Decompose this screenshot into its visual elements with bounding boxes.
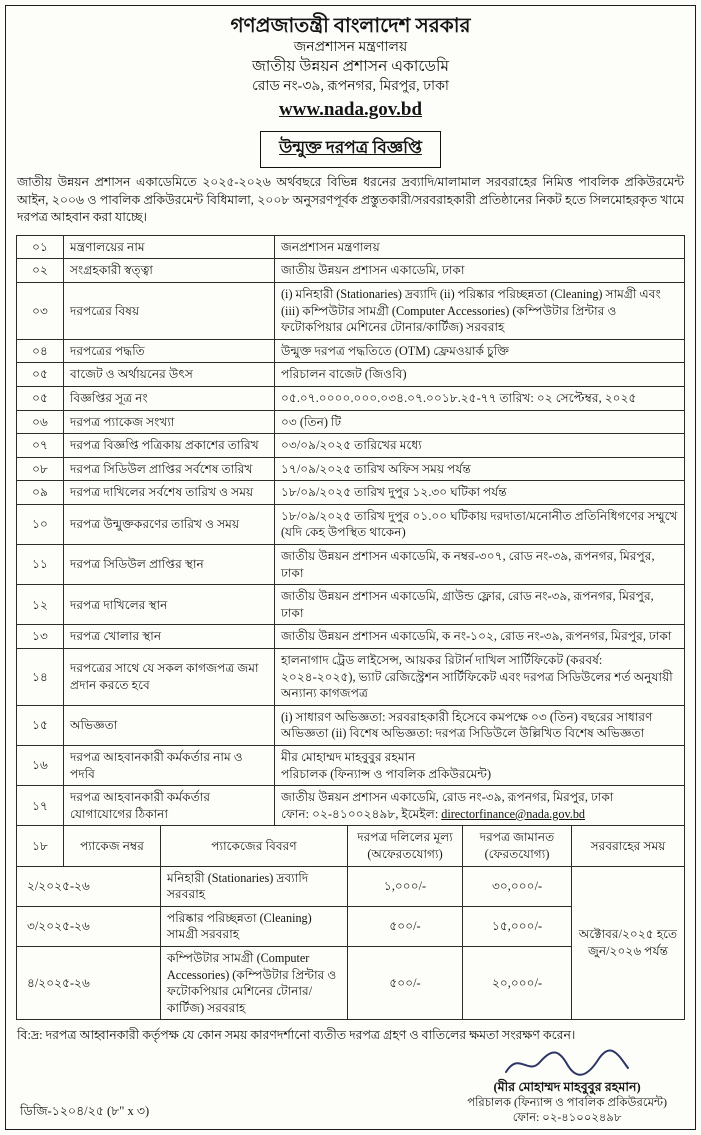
contact-phone-email xyxy=(281,806,678,823)
serial-cell: ১০ xyxy=(17,504,64,544)
label-cell: দরপত্র খোলার স্থান xyxy=(64,625,275,649)
serial-cell: ১১ xyxy=(17,545,64,585)
serial-cell: ০৮ xyxy=(17,457,64,481)
tender-notice-page xyxy=(5,5,696,1130)
organization-address: রোড নং-৩৯, রূপনগর, মিরপুর, ঢাকা xyxy=(252,79,449,95)
organization-name: জাতীয় উন্নয়ন প্রশাসন একাডেমি xyxy=(251,58,450,76)
package-header-row xyxy=(17,826,685,866)
signature-block xyxy=(467,1047,667,1125)
footer-row xyxy=(16,1047,685,1125)
table-row xyxy=(17,481,685,505)
package-number-cell: ২/২০২৫-২৬ xyxy=(17,866,161,906)
document-price-header: দরপত্র দলিলের মূল্য (অফেরতযোগ্য) xyxy=(348,826,463,866)
document-price-cell: ৫০০/- xyxy=(348,946,463,1019)
table-row xyxy=(17,235,685,259)
value-cell: জনপ্রশাসন মন্ত্রণালয় xyxy=(275,235,685,259)
label-cell: দরপত্র দাখিলের সর্বশেষ তারিখ ও সময় xyxy=(64,481,275,505)
table-row xyxy=(17,410,685,434)
label-cell: মন্ত্রণালয়ের নাম xyxy=(64,235,275,259)
table-row xyxy=(17,649,685,706)
serial-cell: ০৭ xyxy=(17,434,64,458)
package-number-header: প্যাকেজ নম্বর xyxy=(64,826,161,866)
label-cell: দরপত্র প্যাকেজ সংখ্যা xyxy=(64,410,275,434)
label-cell: অভিজ্ঞতা xyxy=(64,705,275,745)
value-cell: ০৩ (তিন) টি xyxy=(275,410,685,434)
tender-security-header: দরপত্র জামানত (ফেরতযোগ্য) xyxy=(463,826,572,866)
label-cell: বিজ্ঞপ্তির সূত্র নং xyxy=(64,386,275,410)
label-cell: দরপত্র উন্মুক্তকরণের তারিখ ও সময় xyxy=(64,504,275,544)
table-row xyxy=(17,363,685,387)
value-cell: (i) সাধারণ অভিজ্ঞতা: সরবরাহকারী হিসেবে কমপক্ষে ০৩ (তিন) বছরের সাধারণ অভিজ্ঞতা (ii) বিশেষ অভিজ্ঞতা: দরপত্র সিডিউলে উল্লিখিত বিশেষ অভিজ্ঞতা xyxy=(275,705,685,745)
officer-name: মীর মোহাম্মদ মাহবুবুর রহমান xyxy=(281,750,416,765)
label-cell: বাজেট ও অর্থায়নের উৎস xyxy=(64,363,275,387)
serial-cell: ০৬ xyxy=(17,410,64,434)
serial-cell: ১৫ xyxy=(17,705,64,745)
letterhead xyxy=(16,14,685,123)
supply-time-cell: অক্টোবর/২০২৫ হতে জুন/২০২৬ পর্যন্ত xyxy=(572,866,685,1020)
serial-cell: ১৩ xyxy=(17,625,64,649)
table-row xyxy=(17,746,685,786)
label-cell: দরপত্রের সাথে যে সকল কাগজপত্র জমা প্রদান করতে হবে xyxy=(64,649,275,706)
value-cell xyxy=(275,746,685,786)
serial-cell: ০৯ xyxy=(17,481,64,505)
label-cell: দরপত্র দাখিলের স্থান xyxy=(64,585,275,625)
officer-designation: পরিচালক (ফিন্যান্স ও পাবলিক প্রকিউরমেন্ট) xyxy=(281,766,492,781)
signatory-phone: ফোন: ০২-৪১০০২৪৯৮ xyxy=(512,1111,622,1125)
document-price-cell: ১,০০০/- xyxy=(348,866,463,906)
value-cell: উন্মুক্ত দরপত্র পদ্ধতিতে (OTM) ফ্রেমওয়ার্ক চুক্তি xyxy=(275,339,685,363)
tender-security-cell: ৩০,০০০/- xyxy=(463,866,572,906)
signatory-name: (মীর মোহাম্মদ মাহবুবুর রহমান) xyxy=(493,1079,641,1094)
serial-cell: ০৩ xyxy=(17,282,64,339)
label-cell: দরপত্র আহবানকারী কর্মকর্তার নাম ও পদবি xyxy=(64,746,275,786)
package-table xyxy=(16,825,685,1020)
serial-cell: ১৮ xyxy=(17,826,64,866)
package-number-cell: ৩/২০২৫-২৬ xyxy=(17,906,161,946)
value-cell: জাতীয় উন্নয়ন প্রশাসন একাডেমি, ক নম্বর-৩০৭, রোড নং-৩৯, রূপনগর, মিরপুর, ঢাকা xyxy=(275,545,685,585)
email-text: directorfinance@nada.gov.bd xyxy=(441,806,586,821)
notice-title: উন্মুক্ত দরপত্র বিজ্ঞপ্তি xyxy=(260,131,441,168)
label-cell: দরপত্রের বিষয় xyxy=(64,282,275,339)
value-cell: ০৩/০৯/২০২৫ তারিখের মধ্যে xyxy=(275,434,685,458)
package-description-header: প্যাকেজের বিবরণ xyxy=(161,826,348,866)
label-cell: দরপত্র সিডিউল প্রাপ্তির স্থান xyxy=(64,545,275,585)
value-cell: ১৭/০৯/২০২৫ তারিখ অফিস সময় পর্যন্ত xyxy=(275,457,685,481)
value-cell: ১৮/০৯/২০২৫ তারিখ দুপুর ১২.৩০ ঘটিকা পর্যন্ত xyxy=(275,481,685,505)
info-table xyxy=(16,235,685,827)
label-cell: দরপত্রের পদ্ধতি xyxy=(64,339,275,363)
value-cell: জাতীয় উন্নয়ন প্রশাসন একাডেমি, ঢাকা xyxy=(275,259,685,283)
table-row xyxy=(17,457,685,481)
value-cell: (i) মনিহারী (Stationaries) দ্রব্যাদি (ii) পরিষ্কার পরিচ্ছন্নতা (Cleaning) সামগ্রী এবং (iii) কম্পিউটার সামগ্রী (Computer Accessories) (কম্পিউটার প্রিন্টার ও ফটোকপিয়ার মেশিনের টোনার/কার্টিজ) সরবরাহ xyxy=(275,282,685,339)
tender-security-cell: ২০,০০০/- xyxy=(463,946,572,1019)
contact-address: জাতীয় উন্নয়ন প্রশাসন একাডেমি, রোড নং-৩৯, রূপনগর, মিরপুর, ঢাকা xyxy=(281,790,614,805)
serial-cell: ০৫ xyxy=(17,363,64,387)
signatory-designation: পরিচালক (ফিন্যান্স ও পাবলিক প্রকিউরমেন্ট) xyxy=(467,1096,667,1110)
serial-cell: ১৪ xyxy=(17,649,64,706)
tender-security-cell: ১৫,০০০/- xyxy=(463,906,572,946)
package-description-cell: মনিহারী (Stationaries) দ্রব্যাদি সরবরাহ xyxy=(161,866,348,906)
table-row xyxy=(17,339,685,363)
label-cell: দরপত্র সিডিউল প্রাপ্তির সর্বশেষ তারিখ xyxy=(64,457,275,481)
value-cell: জাতীয় উন্নয়ন প্রশাসন একাডেমি, গ্রাউন্ড ফ্লোর, রোড নং-৩৯, রূপনগর, মিরপুর, ঢাকা xyxy=(275,585,685,625)
phone-email-prefix: ফোন: ০২-৪১০০২৪৯৮, ইমেইল: xyxy=(281,806,442,821)
table-row xyxy=(17,282,685,339)
ministry-name: জনপ্রশাসন মন্ত্রণালয় xyxy=(293,40,408,55)
table-row xyxy=(17,386,685,410)
supply-time-header: সরবরাহের সময় xyxy=(572,826,685,866)
table-row xyxy=(17,545,685,585)
label-cell: সংগ্রহকারী স্বত্ত্বা xyxy=(64,259,275,283)
package-description-cell: পরিষ্কার পরিচ্ছন্নতা (Cleaning) সামগ্রী সরবরাহ xyxy=(161,906,348,946)
value-cell: হালনাগাদ ট্রেড লাইসেন্স, আয়কর রিটার্ন দাখিল সার্টিফিকেট (করবর্ষ: ২০২৪-২০২৫), ভ্যাট রেজিস্ট্রেশন সার্টিফিকেট এবং দরপত্র সিডিউলের শর্ত অনুযায়ী অন্যান্য কাগজপত্র xyxy=(275,649,685,706)
value-cell: ০৫.০৭.০০০০.০০০.০৩৪.০৭.০০১৮.২৫-৭৭ তারিখ: ০২ সেপ্টেম্বর, ২০২৫ xyxy=(275,386,685,410)
label-cell: দরপত্র আহবানকারী কর্মকর্তার যোগাযোগের ঠিকানা xyxy=(64,786,275,826)
doc-ref: ডিজি-১২০৪/২৫ (৮" x ৩) xyxy=(20,1104,150,1119)
table-row xyxy=(17,786,685,826)
package-number-cell: ৪/২০২৫-২৬ xyxy=(17,946,161,1019)
serial-cell: ০১ xyxy=(17,235,64,259)
serial-cell: ০৫ xyxy=(17,386,64,410)
table-row xyxy=(17,585,685,625)
value-cell xyxy=(275,786,685,826)
value-cell: ১৮/০৯/২০২৫ তারিখ দুপুর ০১.০০ ঘটিকায় দরদাতা/মনোনীত প্রতিনিধিগণের সম্মুখে (যদি কেহ উপস্থিত থাকেন) xyxy=(275,504,685,544)
table-row xyxy=(17,504,685,544)
package-description-cell: কম্পিউটার সামগ্রী (Computer Accessories) (কম্পিউটার প্রিন্টার ও ফটোকপিয়ার মেশিনের টোনার/কার্টিজ) সরবরাহ xyxy=(161,946,348,1019)
intro-paragraph: জাতীয় উন্নয়ন প্রশাসন একাডেমিতে ২০২৫-২০২৬ অর্থবছরে বিভিন্ন ধরনের দ্রব্যাদি/মালামাল সরবরাহের নিমিত্ত পাবলিক প্রকিউরমেন্ট আইন, ২০০৬ ও পাবলিক প্রকিউরমেন্ট বিধিমালা, ২০০৮ অনুসরণপূর্বক প্রস্তুতকারী/সরবরাহকারী প্রতিষ্ঠানের নিকট হতে সিলমোহরকৃত খামে দরপত্র আহবান করা যাচ্ছে। xyxy=(17,174,684,225)
notice-title-wrap xyxy=(16,131,685,168)
serial-cell: ১৬ xyxy=(17,746,64,786)
package-row xyxy=(17,866,685,906)
table-row xyxy=(17,259,685,283)
document-price-cell: ৫০০/- xyxy=(348,906,463,946)
value-cell: পরিচালন বাজেট (জিওবি) xyxy=(275,363,685,387)
serial-cell: ১২ xyxy=(17,585,64,625)
serial-cell: ০৪ xyxy=(17,339,64,363)
table-row xyxy=(17,434,685,458)
note-text: বি:দ্র: দরপত্র আহ্বানকারী কর্তৃপক্ষ যে কোন সময় কারণদর্শানো ব্যতীত দরপত্র গ্রহণ ও বাতিলের ক্ষমতা সংরক্ষণ করেন। xyxy=(17,1028,576,1043)
table-row xyxy=(17,705,685,745)
table-row xyxy=(17,625,685,649)
government-name: গণপ্রজাতন্ত্রী বাংলাদেশ সরকার xyxy=(230,15,471,37)
website-url: www.nada.gov.bd xyxy=(278,99,423,121)
label-cell: দরপত্র বিজ্ঞপ্তি পত্রিকায় প্রকাশের তারিখ xyxy=(64,434,275,458)
serial-cell: ০২ xyxy=(17,259,64,283)
serial-cell: ১৭ xyxy=(17,786,64,826)
handwritten-signature-icon xyxy=(501,1047,633,1081)
value-cell: জাতীয় উন্নয়ন প্রশাসন একাডেমি, ক নং-১০২, রোড নং-৩৯, রূপনগর, মিরপুর, ঢাকা xyxy=(275,625,685,649)
